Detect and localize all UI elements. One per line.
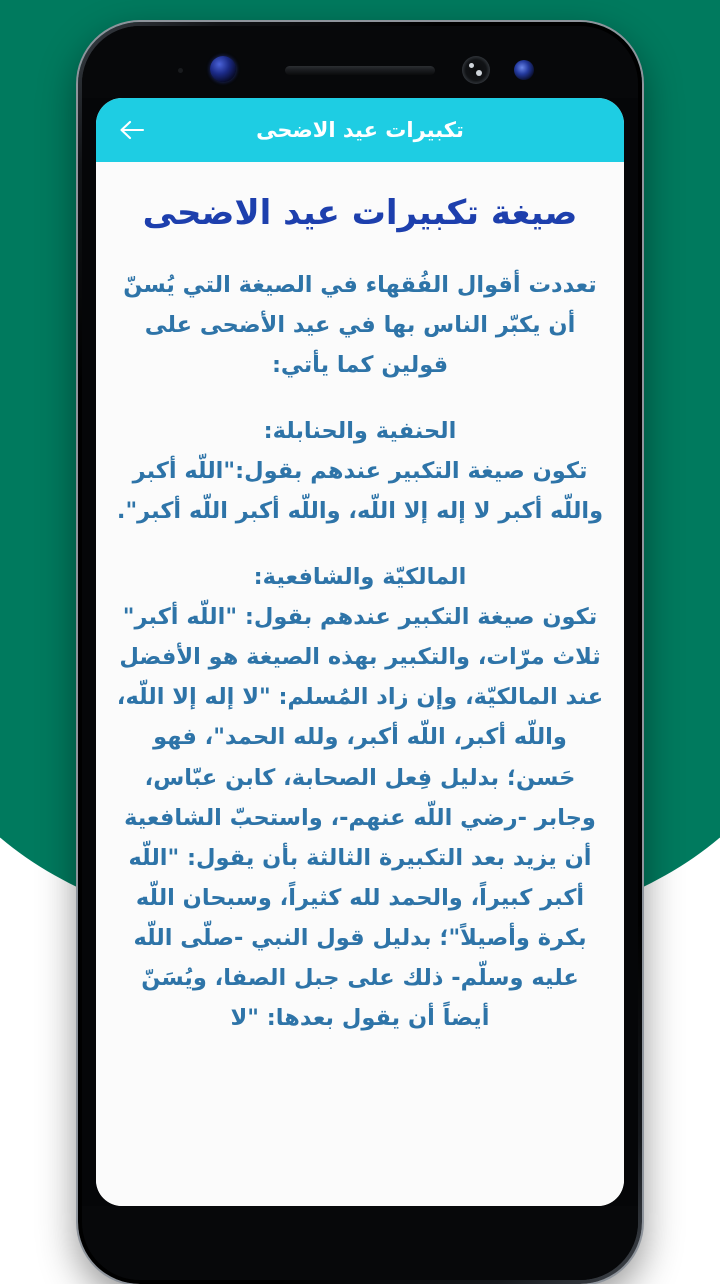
phone-top-bezel [82, 26, 638, 98]
iris-scanner-icon [462, 56, 490, 84]
arrow-left-icon [119, 119, 145, 141]
back-button[interactable] [110, 108, 154, 152]
article-content[interactable] [96, 162, 624, 1206]
paragraph-intro: تعددت أقوال الفُقهاء في الصيغة التي يُسنّ أن يكبّر الناس بها في عيد الأضحى على قولين كما يأتي: [116, 265, 604, 385]
phone-screen [96, 98, 624, 1206]
section-heading-hanafi-hanbali: الحنفية والحنابلة: [116, 411, 604, 451]
paragraph-hanafi-hanbali: تكون صيغة التكبير عندهم بقول:"اللّه أكبر واللّه أكبر لا إله إلا اللّه، واللّه أكبر اللّه أكبر". [116, 451, 604, 531]
phone-device-frame [78, 22, 642, 1284]
page-title: صيغة تكبيرات عيد الاضحى [116, 188, 604, 239]
secondary-camera-icon [514, 60, 534, 80]
earpiece-speaker-icon [285, 66, 435, 75]
proximity-sensor-icon [178, 68, 183, 73]
paragraph-maliki-shafii: تكون صيغة التكبير عندهم بقول: "اللّه أكبر" ثلاث مرّات، والتكبير بهذه الصيغة هو الأفضل عند المالكيّة، وإن زاد المُسلم: "لا إله إلا اللّه، واللّه أكبر، اللّه أكبر، ولله الحمد"، فهو حَسن؛ بدليل فِعل الصحابة، كابن عبّاس، وجابر -رضي اللّه عنهم-، واستحبّ الشافعية أن يزيد بعد التكبيرة الثالثة بأن يقول: "اللّه أكبر كبيراً، والحمد لله كثيراً، وسبحان اللّه بكرة وأصيلاً"؛ بدليل قول النبي -صلّى اللّه عليه وسلّم- ذلك على جبل الصفا، ويُسَنّ أيضاً أن يقول بعدها: "لا [116, 597, 604, 1038]
phone-bottom-bezel [82, 1206, 638, 1280]
front-camera-icon [210, 56, 236, 82]
app-bar [96, 98, 624, 162]
phone-frame-inner [82, 26, 638, 1280]
section-heading-maliki-shafii: المالكيّة والشافعية: [116, 557, 604, 597]
app-bar-title: تكبيرات عيد الاضحى [96, 118, 624, 142]
